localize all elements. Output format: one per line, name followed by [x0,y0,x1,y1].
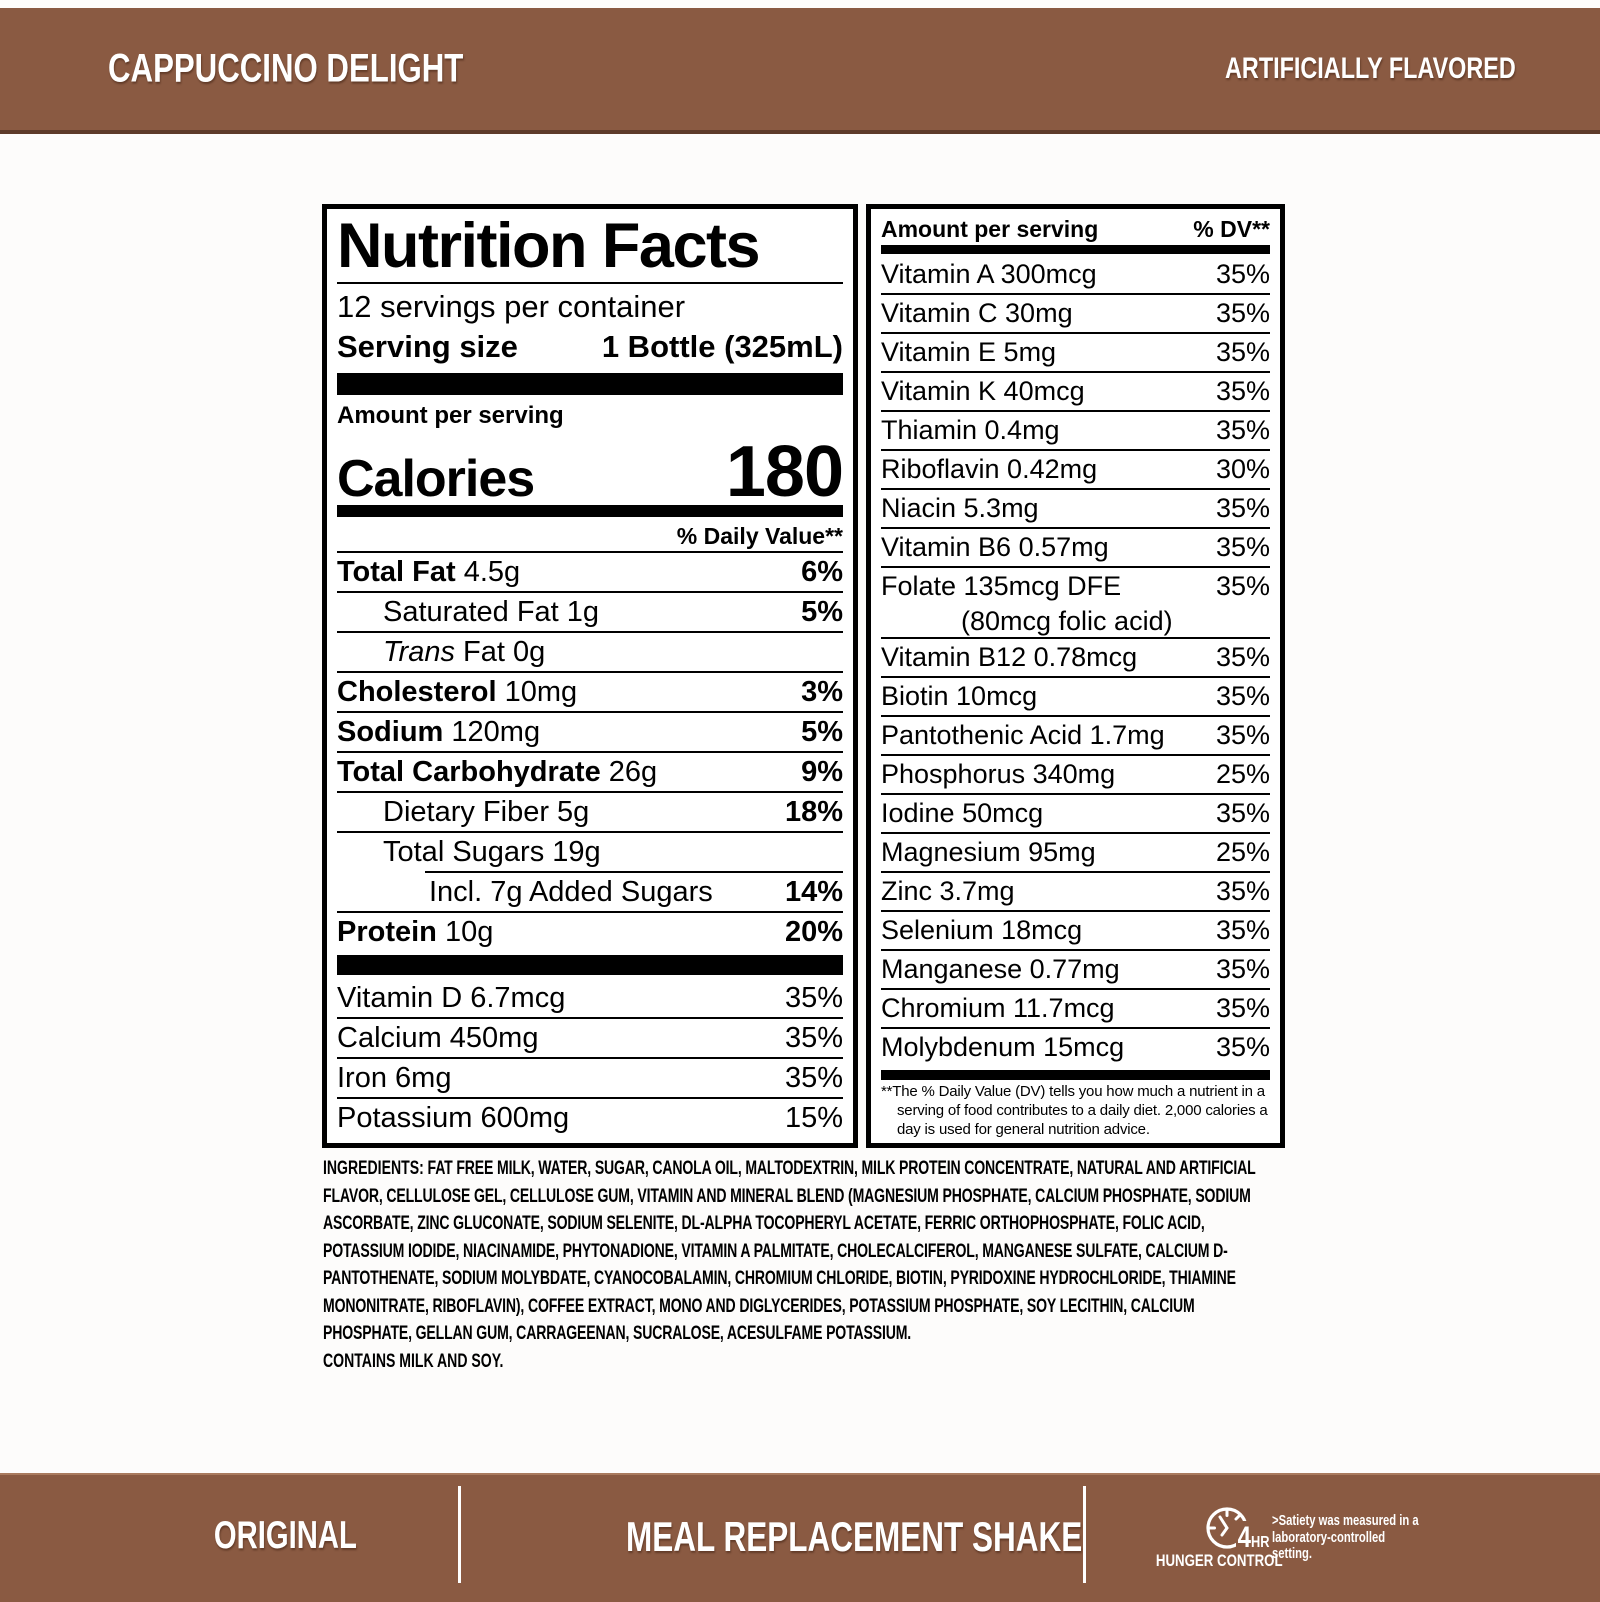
nutrition-facts-panel [322,204,858,1148]
vitamin-row [881,912,1270,949]
micronutrient-row [337,979,843,1017]
thick-bar [881,245,1270,254]
nutrient-name-line: Iodine 50mcg [881,798,1044,828]
nutrient-row [337,673,843,711]
nutrient-name-bold: Total Fat [337,556,456,588]
nutrient-name-line: Vitamin K 40mcg [881,376,1085,406]
nutrient-name-subline: (80mcg folic acid) [961,606,1173,636]
nutrient-name: Cholesterol 10mg [337,676,578,708]
nutrient-name-line: Vitamin C 30mg [881,298,1073,328]
daily-value: 35% [1215,642,1270,672]
flavor-name: CAPPUCCINO DELIGHT [108,46,464,91]
nutrient-name-bold: Total Carbohydrate [337,756,601,788]
nutrient-name-bold: Cholesterol [337,676,497,708]
daily-value: 35% [1215,415,1270,445]
vitamin-row [881,834,1270,871]
main-nutrient-rows [337,553,843,951]
nutrient-name [881,1029,1124,1066]
nutrient-name [881,951,1120,988]
vitamin-row [881,873,1270,910]
vitamin-row [881,373,1270,410]
micronutrient-rows [337,979,843,1137]
nutrient-name-line: Pantothenic Acid 1.7mg [881,720,1165,750]
vitamin-row [881,990,1270,1027]
daily-value: 35% [1215,298,1270,328]
daily-value: 35% [1215,259,1270,289]
nutrient-row [337,593,843,631]
vitamin-row [881,1029,1270,1066]
nutrient-name-bold: Protein [337,916,437,948]
serving-size-label: Serving size [337,329,518,364]
vitamin-row [881,412,1270,449]
vitamin-row [881,678,1270,715]
vitamins-panel [866,204,1285,1148]
daily-value: 5% [801,716,843,748]
satiety-note-wrap [1272,1513,1472,1563]
daily-value: 30% [1215,454,1270,484]
daily-value: 5% [801,596,843,628]
nutrient-name-line: Magnesium 95mg [881,837,1096,867]
daily-value: 35% [1215,571,1270,601]
nutrient-row [337,633,843,671]
nutrient-name [881,678,1037,715]
daily-value: 35% [1215,337,1270,367]
vitamin-rows [881,256,1270,1066]
nutrient-row [337,833,843,871]
nutrient-name [881,795,1043,832]
daily-value: 35% [1215,798,1270,828]
nutrient-name [881,639,1137,676]
nutrient-name [881,373,1085,410]
daily-value: 25% [1215,759,1270,789]
thick-bar [337,373,843,395]
nutrient-name-italic: Trans [383,636,455,668]
nutrient-name-line: Chromium 11.7mcg [881,993,1115,1023]
nutrient-name-line: Vitamin B12 0.78mcg [881,642,1138,672]
calories-label: Calories [337,450,535,508]
micronutrient-row [337,1019,843,1057]
hunger-control-label: HUNGER CONTROL [1155,1551,1283,1570]
product-type-wrap [550,1513,1083,1561]
four-hr-number: 4 [1237,1521,1251,1554]
flavor-tag-wrap [1143,52,1516,86]
nutrient-name: Total Fat 4.5g [337,556,521,588]
daily-value: 6% [801,556,843,588]
serving-size-value: 1 Bottle (325mL) [601,329,843,364]
nutrient-name [881,451,1097,488]
banner-divider [1083,1486,1086,1583]
vitamins-header-row [881,213,1270,245]
product-type-label: MEAL REPLACEMENT SHAKE [626,1513,1083,1560]
ingredients-paragraph [323,1155,1285,1375]
hunger-control-wrap [1138,1551,1283,1571]
nutrient-row [337,753,843,791]
daily-value: 25% [1215,837,1270,867]
daily-value: 35% [784,1062,843,1094]
nutrient-name-line: Niacin 5.3mg [881,493,1039,523]
thick-bar [337,955,843,975]
nutrient-name: Total Carbohydrate 26g [337,756,658,788]
micronutrient-row [337,1059,843,1097]
nutrient-name [881,912,1082,949]
nutrient-name [881,295,1073,332]
nutrition-facts-title: Nutrition Facts [337,211,760,281]
daily-value: 35% [1215,681,1270,711]
nutrient-name: Incl. 7g Added Sugars [429,876,713,908]
vitamin-row [881,717,1270,754]
daily-value: 35% [1215,532,1270,562]
vitamin-row [881,334,1270,371]
daily-value: 15% [784,1102,843,1134]
daily-value: 35% [1215,915,1270,945]
vitamin-row [881,795,1270,832]
daily-value: 35% [1215,954,1270,984]
four-hr-badge [1236,1521,1271,1555]
flavor-name-wrap [108,47,564,92]
nutrient-name-line: Vitamin E 5mg [881,337,1057,367]
nutrient-name: Sodium 120mg [337,716,541,748]
daily-value: 35% [784,982,843,1014]
ingredients-body: FAT FREE MILK, WATER, SUGAR, CANOLA OIL, MALTODEXTRIN, MILK PROTEIN CONCENTRATE, NATURAL AND ARTIFICIAL FLAVOR, CELLULOSE GEL, CELLULOSE GUM, VITAMIN AND MINERAL BLEND (MAGNESIUM PHOSPHATE, CALCIUM PHOSPHATE, SODIUM ASCORBATE, ZINC GLUCONATE, SODIUM SELENITE, DL-ALPHA TOCOPHERYL ACETATE, FERRIC ORTHOPHOSPHATE, FOLIC ACID, POTASSIUM IODIDE, NIACINAMIDE, PHYTONADIONE, VITAMIN A PALMITATE, CHOLECALCIFEROL, MANGANESE SULFATE, CALCIUM D-PANTOTHENATE, SODIUM MOLYBDATE, CYANOCOBALAMIN, CHROMIUM CHLORIDE, BIOTIN, PYRIDOXINE HYDROCHLORIDE, THIAMINE MONONITRATE, RIBOFLAVIN), COFFEE EXTRACT, MONO AND DIGLYCERIDES, POTASSIUM PHOSPHATE, SOY LECITHIN, CALCIUM PHOSPHATE, GELLAN GUM, CARRAGEENAN, SUCRALOSE, ACESULFAME POTASSIUM. [323,1158,1256,1344]
artificially-flavored-label: ARTIFICIALLY FLAVORED [1225,52,1516,85]
daily-value: 35% [1215,876,1270,906]
nutrient-row [337,713,843,751]
amount-per-serving-header: Amount per serving [881,216,1099,242]
daily-value: 35% [1215,493,1270,523]
top-banner [0,8,1600,134]
nutrient-name-line: Phosphorus 340mg [881,759,1116,789]
daily-value-header: % Daily Value** [337,521,843,553]
contains-statement: CONTAINS MILK AND SOY. [323,1350,504,1372]
daily-value-footnote: **The % Daily Value (DV) tells you how much a nutrient in a serving of food contributes to a daily diet. 2,000 calories a day is used for general nutrition advice. [881,1083,1268,1138]
nutrient-name [881,529,1109,566]
nutrient-name: Dietary Fiber 5g [383,796,590,828]
nutrient-row [337,793,843,831]
nutrient-name [881,256,1097,293]
ingredients-heading: INGREDIENTS: [323,1158,424,1179]
thick-bar [881,1070,1270,1080]
nutrient-name: Saturated Fat 1g [383,596,600,628]
nutrient-name: Vitamin D 6.7mcg [337,982,566,1014]
daily-value: 35% [784,1022,843,1054]
calories-value: 180 [725,432,843,512]
nutrient-name-line: Manganese 0.77mg [881,954,1120,984]
banner-divider [458,1486,461,1583]
nutrient-name-line: Vitamin B6 0.57mg [881,532,1109,562]
nutrient-name-line: Riboflavin 0.42mg [881,454,1098,484]
vitamin-row [881,951,1270,988]
nutrient-name [881,873,1015,910]
original-label: ORIGINAL [213,1514,357,1557]
nutrient-name: Iron 6mg [337,1062,452,1094]
vitamin-row [881,756,1270,793]
divider [337,282,843,284]
serving-size-row [337,327,843,367]
nutrient-name-line: Biotin 10mcg [881,681,1038,711]
nutrient-name-line: Zinc 3.7mg [881,876,1015,906]
nutrient-name-line: Thiamin 0.4mg [881,415,1060,445]
dv-header: % DV** [1193,216,1270,242]
daily-value: 18% [784,796,843,828]
nutrient-name: Potassium 600mg [337,1102,570,1134]
nutrient-name [881,490,1039,527]
vitamin-row [881,295,1270,332]
daily-value: 35% [1215,376,1270,406]
nutrient-name-line: Folate 135mcg DFE [881,571,1122,601]
satiety-note: >Satiety was measured in a laboratory-controlled setting. [1272,1512,1419,1562]
calories-row [337,431,843,512]
vitamin-row [881,568,1270,637]
daily-value: 14% [784,876,843,908]
nutrient-name [881,334,1056,371]
nutrient-name: Calcium 450mg [337,1022,539,1054]
daily-value: 35% [1215,1032,1270,1062]
daily-value: 3% [801,676,843,708]
vitamin-row [881,451,1270,488]
amount-per-serving-label: Amount per serving [337,402,564,429]
four-hr-unit: HR [1250,1534,1270,1551]
nutrient-row [337,913,843,951]
nutrient-name [881,990,1115,1027]
vitamin-row [881,639,1270,676]
vitamin-row [881,256,1270,293]
daily-value: 35% [1215,993,1270,1023]
nutrient-name: Protein 10g [337,916,494,948]
nutrient-name-bold: Sodium [337,716,444,748]
nutrient-name: Trans Fat 0g [383,636,546,668]
nutrient-row [337,873,843,911]
nutrient-name [881,717,1165,754]
nutrient-name [881,412,1060,449]
nutrient-row [337,553,843,591]
vitamin-row [881,529,1270,566]
nutrient-name: Total Sugars 19g [383,836,601,868]
nutrient-name [881,834,1096,871]
servings-per-container: 12 servings per container [337,289,686,324]
vitamin-row [881,490,1270,527]
original-label-wrap [170,1514,400,1558]
nutrient-name-line: Selenium 18mcg [881,915,1083,945]
nutrient-name [881,568,1173,637]
micronutrient-row [337,1099,843,1137]
nutrient-name-line: Molybdenum 15mcg [881,1032,1125,1062]
daily-value: 9% [801,756,843,788]
daily-value: 20% [784,916,843,948]
nutrient-name-line: Vitamin A 300mcg [881,259,1097,289]
nutrient-name [881,756,1115,793]
daily-value: 35% [1215,720,1270,750]
